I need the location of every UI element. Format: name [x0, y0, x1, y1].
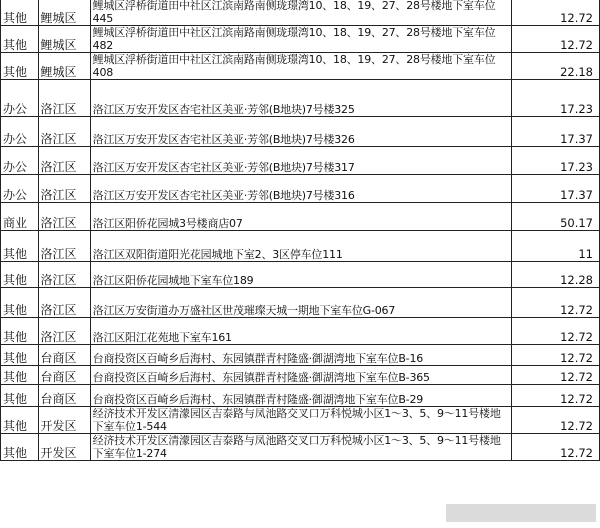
address-cell: 洛江区万安开发区杏宅社区美亚·芳邻(B地块)7号楼317 — [90, 147, 511, 175]
table-row — [1, 231, 600, 262]
type-cell: 其他 — [1, 345, 39, 366]
type-cell: 其他 — [1, 407, 39, 434]
area-cell: 12.72 — [512, 318, 600, 345]
table-row — [1, 53, 600, 80]
area-cell: 22.18 — [512, 53, 600, 80]
table-row — [1, 288, 600, 318]
table-row — [1, 366, 600, 385]
area-cell: 12.72 — [512, 26, 600, 53]
type-cell: 其他 — [1, 0, 39, 26]
district-cell: 洛江区 — [38, 147, 90, 175]
watermark-overlay — [446, 504, 596, 522]
area-cell: 12.72 — [512, 434, 600, 461]
address-cell: 台商投资区百崎乡后海村、东园镇群青村隆盛·御湖湾地下室车位B-16 — [90, 345, 511, 366]
type-cell: 办公 — [1, 147, 39, 175]
district-cell: 洛江区 — [38, 80, 90, 117]
area-cell: 12.72 — [512, 407, 600, 434]
table-row — [1, 345, 600, 366]
area-cell: 12.28 — [512, 262, 600, 288]
table-row — [1, 175, 600, 203]
area-cell: 12.72 — [512, 366, 600, 385]
district-cell: 开发区 — [38, 407, 90, 434]
address-cell: 洛江区双阳街道阳光花园城地下室2、3区停车位111 — [90, 231, 511, 262]
type-cell: 其他 — [1, 434, 39, 461]
area-cell: 12.72 — [512, 345, 600, 366]
table-row — [1, 318, 600, 345]
table-row — [1, 0, 600, 26]
address-cell: 洛江区阳侨花园城3号楼商店07 — [90, 203, 511, 231]
type-cell: 其他 — [1, 231, 39, 262]
type-cell: 其他 — [1, 26, 39, 53]
address-cell: 经济技术开发区清濛园区吉泰路与凤池路交叉口万科悦城小区1～3、5、9～11号楼地下室车位1-544 — [90, 407, 511, 434]
district-cell: 洛江区 — [38, 288, 90, 318]
address-cell: 鲤城区浮桥街道田中社区江滨南路南侧珑璟湾10、18、19、27、28号楼地下室车位482 — [90, 26, 511, 53]
type-cell: 其他 — [1, 262, 39, 288]
type-cell: 其他 — [1, 53, 39, 80]
type-cell: 其他 — [1, 366, 39, 385]
area-cell: 12.72 — [512, 385, 600, 407]
district-cell: 洛江区 — [38, 203, 90, 231]
district-cell: 开发区 — [38, 434, 90, 461]
address-cell: 鲤城区浮桥街道田中社区江滨南路南侧珑璟湾10、18、19、27、28号楼地下室车位445 — [90, 0, 511, 26]
area-cell: 17.37 — [512, 117, 600, 147]
area-cell: 12.72 — [512, 0, 600, 26]
type-cell: 其他 — [1, 288, 39, 318]
area-cell: 17.23 — [512, 147, 600, 175]
table-row — [1, 26, 600, 53]
table-row — [1, 407, 600, 434]
district-cell: 洛江区 — [38, 117, 90, 147]
address-cell: 经济技术开发区清濛园区吉泰路与凤池路交叉口万科悦城小区1～3、5、9～11号楼地下室车位1-274 — [90, 434, 511, 461]
type-cell: 其他 — [1, 318, 39, 345]
area-cell: 17.23 — [512, 80, 600, 117]
district-cell: 洛江区 — [38, 231, 90, 262]
address-cell: 洛江区万安街道办万盛社区世茂璀璨天城一期地下室车位G-067 — [90, 288, 511, 318]
area-cell: 50.17 — [512, 203, 600, 231]
area-cell: 12.72 — [512, 288, 600, 318]
district-cell: 洛江区 — [38, 262, 90, 288]
district-cell: 鲤城区 — [38, 53, 90, 80]
table-row — [1, 385, 600, 407]
table-row — [1, 203, 600, 231]
table-row — [1, 147, 600, 175]
address-cell: 洛江区阳侨花园城地下室车位189 — [90, 262, 511, 288]
area-cell: 11 — [512, 231, 600, 262]
type-cell: 办公 — [1, 175, 39, 203]
address-cell: 台商投资区百崎乡后海村、东园镇群青村隆盛·御湖湾地下室车位B-365 — [90, 366, 511, 385]
district-cell: 台商区 — [38, 345, 90, 366]
district-cell: 台商区 — [38, 366, 90, 385]
property-table-body — [1, 0, 600, 461]
address-cell: 洛江区万安开发区杏宅社区美亚·芳邻(B地块)7号楼326 — [90, 117, 511, 147]
type-cell: 商业 — [1, 203, 39, 231]
address-cell: 台商投资区百崎乡后海村、东园镇群青村隆盛·御湖湾地下室车位B-29 — [90, 385, 511, 407]
address-cell: 鲤城区浮桥街道田中社区江滨南路南侧珑璟湾10、18、19、27、28号楼地下室车位408 — [90, 53, 511, 80]
district-cell: 鲤城区 — [38, 26, 90, 53]
area-cell: 17.37 — [512, 175, 600, 203]
type-cell: 办公 — [1, 80, 39, 117]
type-cell: 办公 — [1, 117, 39, 147]
district-cell: 鲤城区 — [38, 0, 90, 26]
district-cell: 洛江区 — [38, 175, 90, 203]
address-cell: 洛江区万安开发区杏宅社区美亚·芳邻(B地块)7号楼325 — [90, 80, 511, 117]
table-row — [1, 434, 600, 461]
type-cell: 其他 — [1, 385, 39, 407]
district-cell: 台商区 — [38, 385, 90, 407]
district-cell: 洛江区 — [38, 318, 90, 345]
address-cell: 洛江区万安开发区杏宅社区美亚·芳邻(B地块)7号楼316 — [90, 175, 511, 203]
address-cell: 洛江区阳江花苑地下室车161 — [90, 318, 511, 345]
table-row — [1, 117, 600, 147]
table-row — [1, 80, 600, 117]
table-row — [1, 262, 600, 288]
